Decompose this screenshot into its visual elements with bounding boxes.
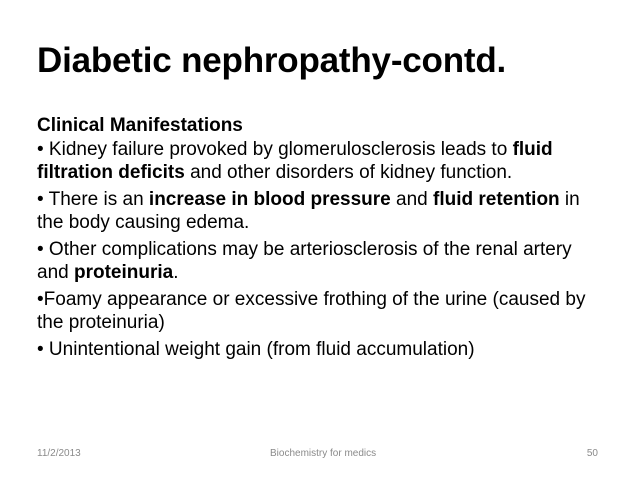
slide-title: Diabetic nephropathy-contd. (37, 41, 507, 80)
footer-title: Biochemistry for medics (270, 448, 377, 459)
bullet-text: . (173, 262, 179, 283)
section-heading: Clinical Manifestations (37, 115, 243, 136)
bullet-text: and (390, 188, 433, 210)
bullet-foamy-urine (37, 288, 597, 335)
bullet-text: • Unintentional weight gain (from fluid accumulation) (37, 338, 475, 360)
bullet-weight-gain (37, 338, 597, 362)
bullet-text: in the body causing edema. (37, 188, 580, 233)
bullet-complications (37, 238, 597, 285)
bullet-emphasis: fluid filtration deficits (37, 138, 553, 183)
bullet-text: • There is an (37, 188, 149, 210)
bullet-text: •Foamy appearance or excessive frothing of the urine (caused by the proteinuria) (37, 288, 586, 333)
bullet-text: • Other complications may be arteriosclerosis of the renal artery and (37, 238, 572, 283)
bullet-text: and other disorders of kidney function. (184, 162, 513, 183)
bullet-kidney-failure (37, 138, 597, 185)
footer-date: 11/2/2013 (37, 448, 81, 459)
bullet-blood-pressure (37, 188, 597, 235)
slide-body (37, 114, 597, 364)
bullet-emphasis: proteinuria (73, 262, 174, 283)
slide-number: 50 (586, 448, 598, 459)
bullet-text: • Kidney failure provoked by glomerulosclerosis leads to (37, 138, 513, 160)
bullet-emphasis: increase in blood pressure (148, 188, 391, 210)
bullet-emphasis: fluid retention (433, 188, 560, 210)
